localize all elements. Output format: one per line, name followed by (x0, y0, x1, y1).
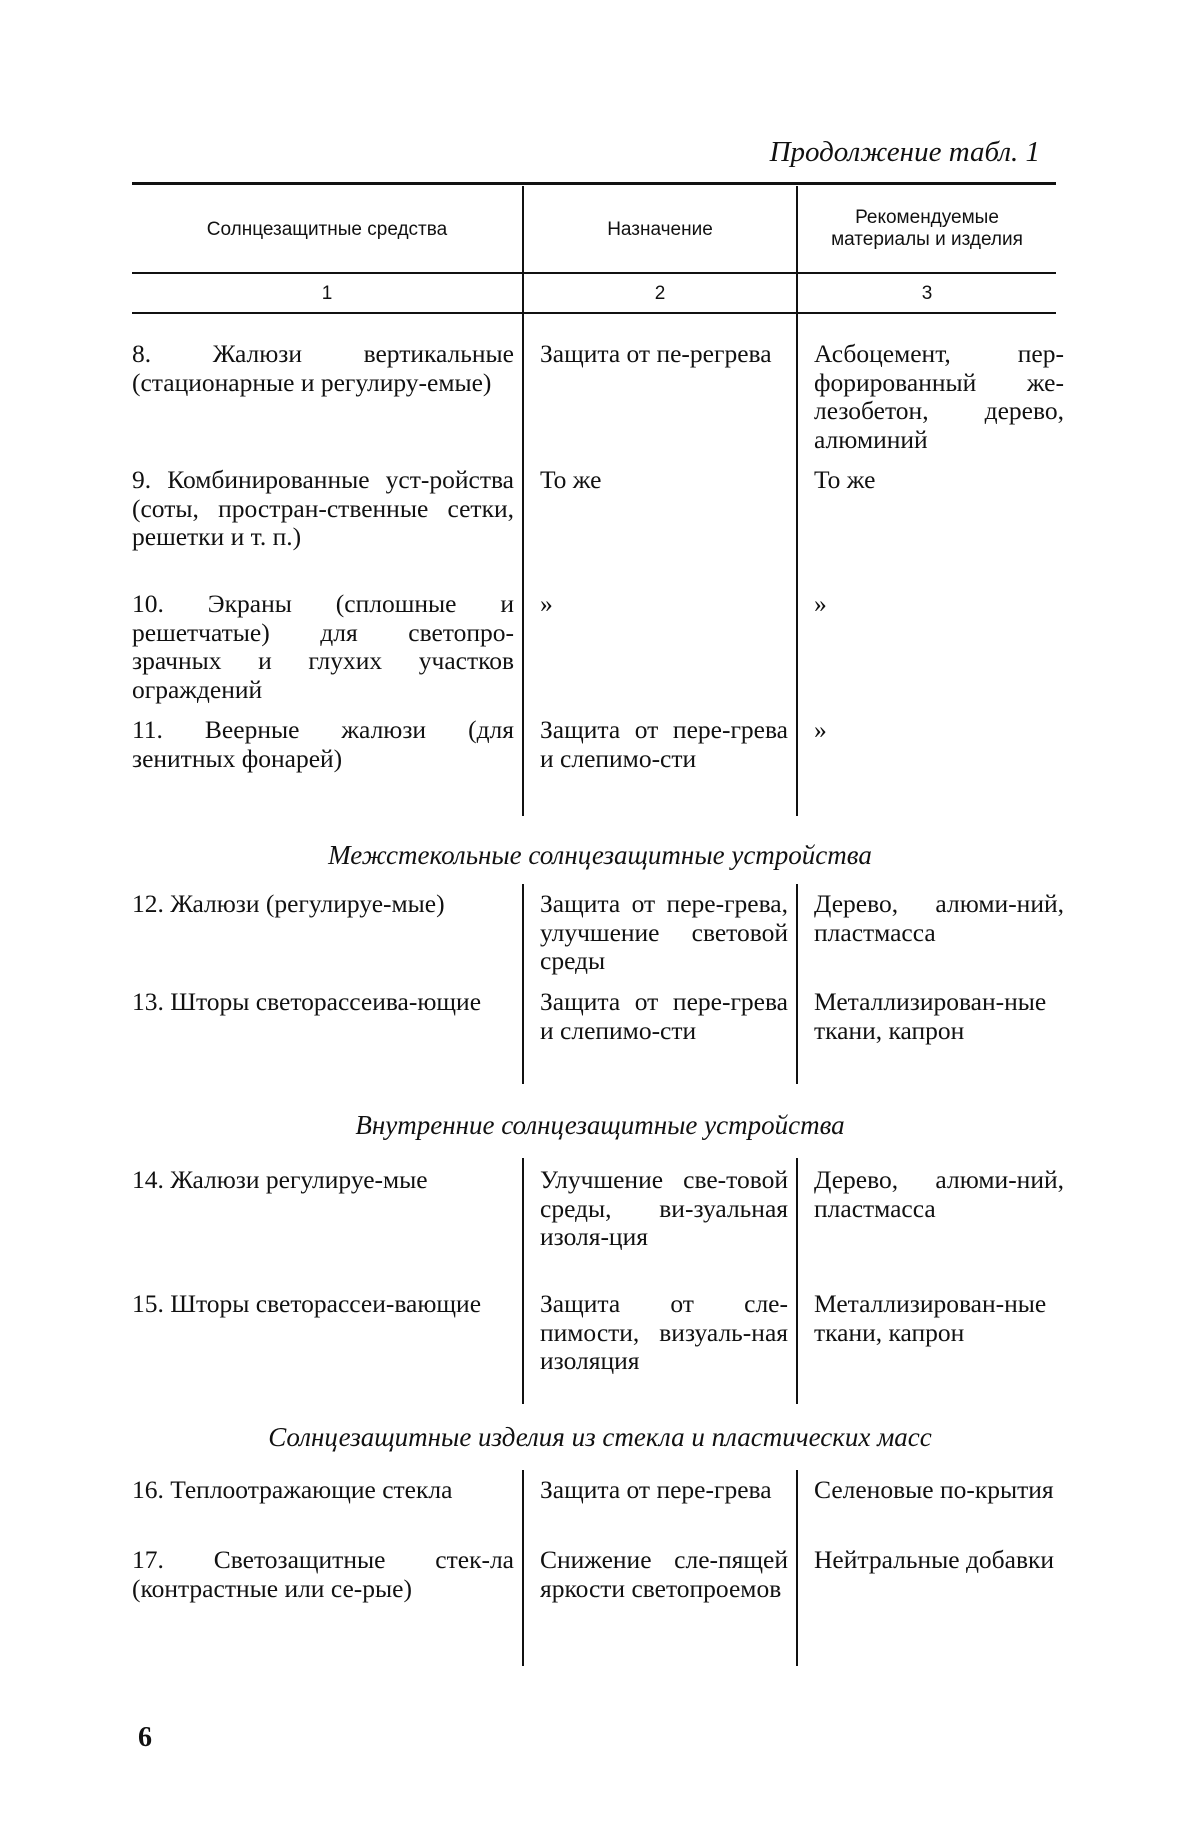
row-14-purpose: Улучшение све-товой среды, ви-зуальная изоля-ция (540, 1165, 788, 1251)
row-13-materials: Металлизирован-ные ткани, капрон (814, 987, 1047, 1045)
row-9-means: 9. Комбинированные уст-ройства (соты, простран-ственные сетки, решетки и т. п.) (132, 465, 514, 551)
block3-divider-1 (522, 1158, 524, 1404)
row-17-means: 17. Светозащитные стек-ла (контрастные или се-рые) (132, 1545, 514, 1603)
row-16-materials: Селеновые по-крытия (814, 1475, 1054, 1504)
row-16-means: 16. Теплоотражающие стекла (132, 1475, 453, 1504)
column-header-purpose: Назначение (607, 219, 713, 240)
row-13-means: 13. Шторы светорассеива-ющие (132, 987, 482, 1016)
row-11-materials: » (814, 715, 827, 744)
row-14-means: 14. Жалюзи регулируе-мые (132, 1165, 428, 1194)
row-8-purpose: Защита от пе-регрева (540, 339, 772, 368)
row-10-purpose: » (540, 589, 553, 618)
row-16-purpose: Защита от пере-грева (540, 1475, 772, 1504)
page-number: 6 (138, 1722, 152, 1753)
column-number-3: 3 (921, 283, 933, 304)
row-15-purpose: Защита от сле-пимости, визуаль-ная изоляция (540, 1289, 788, 1375)
number-row-rule (132, 312, 1056, 314)
block1-divider-2 (796, 314, 798, 816)
row-15-means: 15. Шторы светорассеи-вающие (132, 1289, 482, 1318)
column-number-2: 2 (654, 283, 666, 304)
row-13-purpose: Защита от пере-грева и слепимо-сти (540, 987, 788, 1045)
column-header-materials-line2: материалы и изделия (831, 229, 1023, 250)
row-17-purpose: Снижение сле-пящей яркости светопроемов (540, 1545, 788, 1603)
row-12-materials: Дерево, алюми-ний, пластмасса (814, 889, 1064, 947)
row-9-purpose: То же (540, 465, 602, 494)
block3-divider-2 (796, 1158, 798, 1404)
block1-divider-1 (522, 314, 524, 816)
section-interglass-devices: Межстекольные солнцезащитные устройства (328, 840, 872, 870)
column-number-1: 1 (321, 283, 333, 304)
column-header-means: Солнцезащитные средства (206, 219, 448, 240)
row-12-means: 12. Жалюзи (регулируе-мые) (132, 889, 445, 918)
block2-divider-2 (796, 884, 798, 1084)
header-rule (132, 272, 1056, 274)
block2-divider-1 (522, 884, 524, 1084)
continuation-label: Продолжение табл. 1 (769, 136, 1040, 168)
row-9-materials: То же (814, 465, 876, 494)
section-internal-devices: Внутренние солнцезащитные устройства (355, 1110, 845, 1140)
row-10-materials: » (814, 589, 827, 618)
row-17-materials: Нейтральные добавки (814, 1545, 1055, 1574)
section-glass-plastic-products: Солнцезащитные изделия из стекла и пластических масс (268, 1422, 932, 1452)
row-14-materials: Дерево, алюми-ний, пластмасса (814, 1165, 1064, 1223)
row-11-purpose: Защита от пере-грева и слепимо-сти (540, 715, 788, 773)
block4-divider-2 (796, 1470, 798, 1666)
block4-divider-1 (522, 1470, 524, 1666)
row-8-materials: Асбоцемент, пер-форированный же-лезобетон, дерево, алюминий (814, 339, 1064, 454)
row-10-means: 10. Экраны (сплошные и решетчатые) для светопро-зрачных и глухих участков ограждений (132, 589, 514, 704)
row-11-means: 11. Веерные жалюзи (для зенитных фонарей) (132, 715, 514, 773)
row-8-means: 8. Жалюзи вертикальные (стационарные и регулиру-емые) (132, 339, 514, 397)
row-12-purpose: Защита от пере-грева, улучшение световой среды (540, 889, 788, 975)
column-header-materials-line1: Рекомендуемые (855, 207, 999, 228)
row-15-materials: Металлизирован-ные ткани, капрон (814, 1289, 1047, 1347)
table-top-rule (132, 182, 1056, 185)
